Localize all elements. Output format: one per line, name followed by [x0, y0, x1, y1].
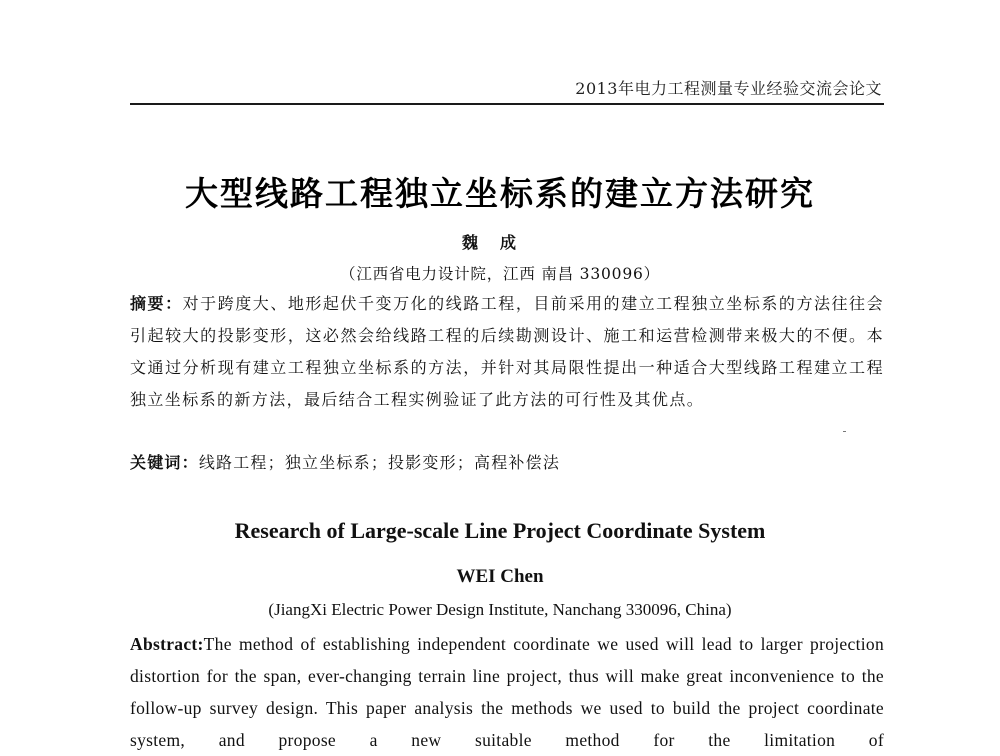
affiliation-en: (JiangXi Electric Power Design Institute, Nanchang 330096, China) [268, 600, 732, 619]
scan-speck [843, 431, 846, 432]
keywords-cn-label: 关键词： [130, 453, 199, 472]
header-divider [130, 103, 884, 105]
abstract-cn-label: 摘要： [130, 294, 183, 313]
author-name-en: WEI Chen [456, 566, 544, 587]
abstract-en-label: Abstract: [130, 634, 204, 654]
keywords-cn [130, 447, 884, 479]
abstract-cn [130, 288, 884, 416]
author-name-cn: 魏成 [461, 233, 538, 252]
abstract-cn-body: 对于跨度大、地形起伏千变万化的线路工程，目前采用的建立工程独立坐标系的方法往往会引起较大的投影变形，这必然会给线路工程的后续勘测设计、施工和运营检测带来极大的不便。本文通过分析现有建立工程独立坐标系的方法，并针对其局限性提出一种适合大型线路工程建立工程独立坐标系的新方法，最后结合工程实例验证了此方法的可行性及其优点。 [130, 294, 884, 409]
abstract-en [130, 628, 884, 756]
affiliation-cn: （江西省电力设计院，江西 南昌 330096） [340, 265, 660, 283]
paper-title-cn: 大型线路工程独立坐标系的建立方法研究 [185, 174, 815, 213]
keywords-cn-body: 线路工程；独立坐标系；投影变形；高程补偿法 [198, 453, 561, 472]
paper-title-en: Research of Large-scale Line Project Coordinate System [234, 518, 766, 543]
abstract-en-body: The method of establishing independent coordinate we used will lead to larger projection distortion for the span, ever-changing terrain line project, thus will make great inconvenience to the follow-up survey design. This paper analysis the methods we used to build the project coordinate system, and propose a new suitable method for the limitation of [130, 634, 884, 750]
running-header: 2013年电力工程测量专业经验交流会论文 [575, 79, 882, 98]
